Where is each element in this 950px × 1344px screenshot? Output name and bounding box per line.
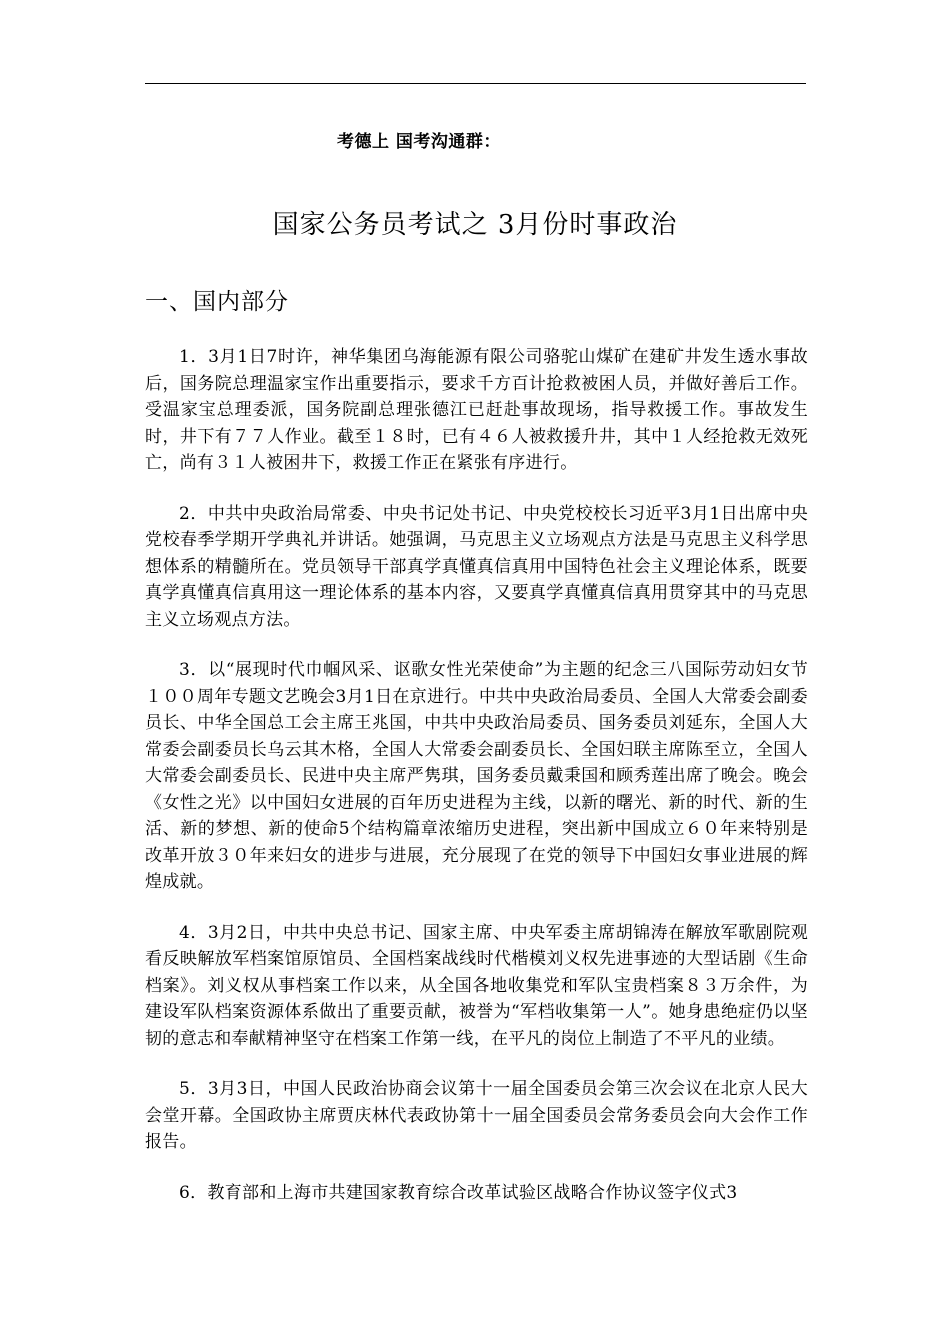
paragraph-3: 3．以“展现时代巾帼风采、讴歌女性光荣使命”为主题的纪念三八国际劳动妇女节１００周年专题文艺晚会3月1日在京进行。中共中央政治局委员、全国人大常委会副委员长、中华全国总工会主席王兆国，中共中央政治局委员、国务委员刘延东，全国人大常委会副委员长乌云其木格，全国人大常委会副委员长、全国妇联主席陈至立，全国人大常委会副委员长、民进中央主席严隽琪，国务委员戴秉国和顾秀莲出席了晚会。晚会《女性之光》以中国妇女进展的百年历史进程为主线，以新的曙光、新的时代、新的生活、新的梦想、新的使命5个结构篇章浓缩历史进程，突出新中国成立６０年来特别是改革开放３０年来妇女的进步与进展，充分展现了在党的领导下中国妇女事业进展的辉煌成就。 bbox=[145, 660, 808, 892]
body-paragraphs bbox=[145, 344, 808, 1230]
paragraph-2: 2．中共中央政治局常委、中央书记处书记、中央党校校长习近平3月1日出席中央党校春季学期开学典礼并讲话。她强调，马克思主义立场观点方法是马克思主义科学思想体系的精髓所在。党员领导干部真学真懂真信真用中国特色社会主义理论体系，既要真学真懂真信真用这一理论体系的基本内容，又要真学真懂真信真用贯穿其中的马克思主义立场观点方法。 bbox=[145, 503, 808, 630]
paragraph-5: 5．3月3日，中国人民政治协商会议第十一届全国委员会第三次会议在北京人民大会堂开幕。全国政协主席贾庆林代表政协第十一届全国委员会常务委员会向大会作工作报告。 bbox=[145, 1079, 808, 1152]
document-title: 国家公务员考试之 3月份时事政治 bbox=[272, 210, 678, 240]
header-rule bbox=[145, 83, 806, 84]
paragraph-1: 1．3月1日7时许，神华集团乌海能源有限公司骆驼山煤矿在建矿井发生透水事故后，国务院总理温家宝作出重要指示，要求千方百计抢救被困人员，并做好善后工作。受温家宝总理委派，国务院副总理张德江已赶赴事故现场，指导救援工作。事故发生时，井下有７７人作业。截至１８时，已有４６人被救援升井，其中１人经抢救无效死亡，尚有３１人被困井下，救援工作正在紧张有序进行。 bbox=[145, 347, 808, 473]
paragraph-4: 4．3月2日，中共中央总书记、国家主席、中央军委主席胡锦涛在解放军歌剧院观看反映解放军档案馆原馆员、全国档案战线时代楷模刘义权先进事迹的大型话剧《生命档案》。刘义权从事档案工作以来，从全国各地收集党和军队宝贵档案８３万余件，为建设军队档案资源体系做出了重要贡献，被誉为“军档收集第一人”。她身患绝症仍以坚韧的意志和奉献精神坚守在档案工作第一线，在平凡的岗位上制造了不平凡的业绩。 bbox=[145, 922, 808, 1049]
paragraph-6: 6．教育部和上海市共建国家教育综合改革试验区战略合作协议签字仪式3 bbox=[179, 1182, 738, 1203]
section-heading: 一、国内部分 bbox=[145, 289, 289, 315]
header-text: 考德上 国考沟通群： bbox=[337, 132, 501, 152]
